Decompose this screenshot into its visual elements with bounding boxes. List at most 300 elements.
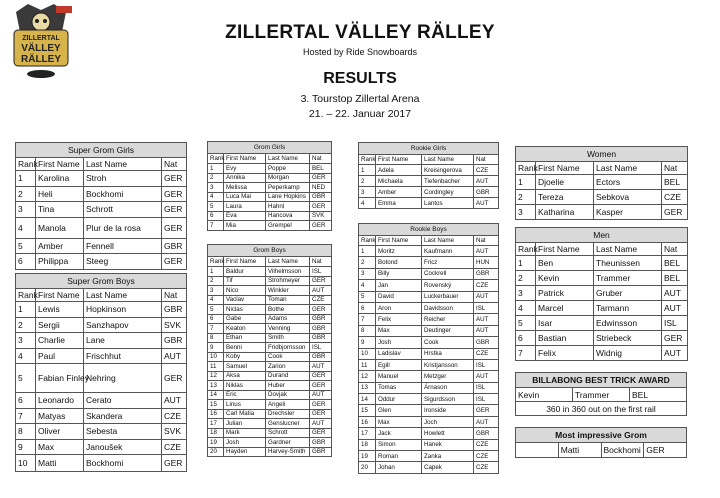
first-name-cell: Carl Matia: [224, 409, 266, 419]
rank-cell: 11: [208, 362, 224, 372]
results-heading: RESULTS: [323, 70, 397, 87]
nat-cell: CZE: [474, 348, 499, 359]
table-row: [208, 267, 332, 277]
last-name-cell: Cook: [266, 352, 310, 362]
table-row: [516, 301, 688, 316]
rank-cell: 15: [359, 405, 376, 416]
nat-cell: SVK: [162, 317, 187, 333]
first-name-cell: Egill: [376, 359, 422, 370]
last-name-cell: Morgan: [266, 173, 310, 183]
nat-cell: AUT: [474, 371, 499, 382]
table-row: [516, 331, 688, 346]
table-row: [359, 451, 499, 462]
first-name-cell: Gabe: [224, 314, 266, 324]
table-row: [208, 221, 332, 231]
last-name-cell: Joch: [422, 416, 474, 427]
rank-cell: 6: [359, 302, 376, 313]
nat-cell: GER: [662, 205, 688, 220]
first-name-cell: Oddur: [376, 394, 422, 405]
table-row: [16, 348, 187, 364]
rank-cell: 1: [16, 171, 36, 187]
grom-boys-table: [207, 244, 332, 457]
rank-cell: 8: [359, 325, 376, 336]
nat-cell: ISL: [310, 267, 332, 277]
column-header-nat: Nat: [662, 243, 688, 256]
table-row: [208, 276, 332, 286]
table-row: [208, 362, 332, 372]
first-name-cell: Isar: [536, 316, 594, 331]
table-row: [359, 428, 499, 439]
table-row: [359, 291, 499, 302]
first-name-cell: Leonardo: [36, 393, 84, 409]
nat-cell: GER: [162, 171, 187, 187]
nat-cell: BEL: [662, 256, 688, 271]
rank-cell: 14: [359, 394, 376, 405]
last-name-cell: Genslucner: [266, 419, 310, 429]
column-header-nat: Nat: [474, 236, 499, 246]
table-row: [208, 295, 332, 305]
rank-cell: 3: [516, 205, 536, 220]
nat-cell: GBR: [310, 447, 332, 457]
last-name-cell: Fridbjornsson: [266, 343, 310, 353]
last-name-cell: Huber: [266, 381, 310, 391]
table-row: [16, 408, 187, 424]
table-row: [208, 371, 332, 381]
nat-cell: GER: [310, 381, 332, 391]
rank-cell: 6: [208, 314, 224, 324]
last-name-cell: Cook: [422, 337, 474, 348]
table-row: [359, 462, 499, 473]
first-name-cell: Billy: [376, 268, 422, 279]
first-name-cell: Adela: [376, 165, 422, 176]
nat-cell: AUT: [474, 325, 499, 336]
nat-cell: GER: [162, 455, 187, 472]
column-header-rank: Rank: [16, 289, 36, 302]
column-header-rank: Rank: [208, 154, 224, 164]
impressive-nat: GER: [644, 443, 687, 458]
table-row: [359, 165, 499, 176]
best-trick-last: Trammer: [573, 388, 630, 402]
first-name-cell: Eva: [224, 211, 266, 221]
tourstop-line: 3. Tourstop Zillertal Arena: [300, 93, 420, 105]
nat-cell: CZE: [662, 190, 688, 205]
table-row: [208, 164, 332, 174]
first-name-cell: Josh: [376, 337, 422, 348]
last-name-cell: Hancova: [266, 211, 310, 221]
rookie-girls-table: [358, 142, 499, 209]
first-name-cell: Baldur: [224, 267, 266, 277]
table-title: Women: [516, 147, 688, 162]
table-row: [516, 346, 688, 361]
nat-cell: ISL: [474, 359, 499, 370]
last-name-cell: Hahnl: [266, 202, 310, 212]
table-title: Men: [516, 228, 688, 243]
first-name-cell: Luca Mai: [224, 192, 266, 202]
nat-cell: AUT: [162, 393, 187, 409]
first-name-cell: Katharina: [536, 205, 594, 220]
event-dates: 21. – 22. Januar 2017: [308, 108, 412, 120]
nat-cell: AUT: [662, 286, 688, 301]
last-name-cell: Frischhut: [84, 348, 162, 364]
column-header-first: First Name: [376, 236, 422, 246]
table-row: [516, 256, 688, 271]
column-header-rank: Rank: [16, 158, 36, 171]
nat-cell: CZE: [474, 439, 499, 450]
rank-cell: 14: [208, 390, 224, 400]
table-row: [516, 286, 688, 301]
last-name-cell: Tiefenbacher: [422, 176, 474, 187]
rank-cell: 15: [208, 400, 224, 410]
rank-cell: 12: [208, 371, 224, 381]
table-row: [359, 280, 499, 291]
first-name-cell: Felix: [536, 346, 594, 361]
table-row: [208, 286, 332, 296]
nat-cell: GBR: [474, 428, 499, 439]
first-name-cell: Fabian Finley: [36, 364, 84, 393]
last-name-cell: Steeg: [84, 254, 162, 270]
column-header-last: Last Name: [594, 162, 662, 175]
first-name-cell: Paul: [36, 348, 84, 364]
table-row: [16, 202, 187, 218]
last-name-cell: Schrott: [266, 428, 310, 438]
last-name-cell: Sebesta: [84, 424, 162, 440]
table-row: [16, 393, 187, 409]
rank-cell: 1: [516, 175, 536, 190]
column-header-nat: Nat: [162, 289, 187, 302]
table-row: [208, 428, 332, 438]
first-name-cell: Roman: [376, 451, 422, 462]
nat-cell: AUT: [310, 419, 332, 429]
rank-cell: 10: [359, 348, 376, 359]
rank-cell: 4: [359, 280, 376, 291]
table-row: [516, 316, 688, 331]
table-row: [16, 333, 187, 349]
best-trick-first: Kevin: [516, 388, 573, 402]
last-name-cell: Angeli: [266, 400, 310, 410]
nat-cell: GBR: [474, 187, 499, 198]
best-trick-nat: BEL: [630, 388, 687, 402]
nat-cell: CZE: [474, 165, 499, 176]
first-name-cell: Bastian: [536, 331, 594, 346]
first-name-cell: Michaela: [376, 176, 422, 187]
table-title: Rookie Boys: [359, 224, 499, 236]
first-name-cell: Jan: [376, 280, 422, 291]
first-name-cell: Linus: [224, 400, 266, 410]
nat-cell: GER: [310, 428, 332, 438]
first-name-cell: Hayden: [224, 447, 266, 457]
logo-line-3: RÄLLEY: [21, 54, 61, 65]
nat-cell: SVK: [162, 424, 187, 440]
nat-cell: AUT: [474, 246, 499, 257]
nat-cell: AUT: [162, 348, 187, 364]
last-name-cell: Skandera: [84, 408, 162, 424]
nat-cell: GER: [310, 173, 332, 183]
last-name-cell: Reicher: [422, 314, 474, 325]
rank-cell: 3: [208, 183, 224, 193]
first-name-cell: Koby: [224, 352, 266, 362]
rank-cell: 5: [516, 316, 536, 331]
last-name-cell: Stroh: [84, 171, 162, 187]
column-header-rank: Rank: [208, 257, 224, 267]
rank-cell: 16: [208, 409, 224, 419]
last-name-cell: Winkler: [266, 286, 310, 296]
first-name-cell: Amber: [36, 238, 84, 254]
first-name-cell: Tomas: [376, 382, 422, 393]
table-row: [208, 343, 332, 353]
column-header-last: Last Name: [422, 155, 474, 165]
first-name-cell: Felix: [376, 314, 422, 325]
rank-cell: 13: [208, 381, 224, 391]
rank-cell: 18: [208, 428, 224, 438]
nat-cell: SVK: [310, 211, 332, 221]
nat-cell: GER: [310, 221, 332, 231]
table-row: [208, 409, 332, 419]
last-name-cell: Adams: [266, 314, 310, 324]
last-name-cell: Gardner: [266, 438, 310, 448]
first-name-cell: Annika: [224, 173, 266, 183]
column-header-first: First Name: [376, 155, 422, 165]
last-name-cell: Janoušek: [84, 439, 162, 455]
last-name-cell: Rovenský: [422, 280, 474, 291]
table-row: [516, 271, 688, 286]
rank-cell: 1: [208, 267, 224, 277]
first-name-cell: Tif: [224, 276, 266, 286]
rank-cell: 18: [359, 439, 376, 450]
nat-cell: AUT: [474, 176, 499, 187]
table-row: [208, 419, 332, 429]
nat-cell: HUN: [474, 257, 499, 268]
first-name-cell: Benni: [224, 343, 266, 353]
rank-cell: 16: [359, 416, 376, 427]
first-name-cell: Max: [376, 416, 422, 427]
last-name-cell: Sigurdsson: [422, 394, 474, 405]
table-title: Grom Boys: [208, 245, 332, 257]
nat-cell: AUT: [662, 346, 688, 361]
nat-cell: AUT: [310, 286, 332, 296]
nat-cell: AUT: [310, 390, 332, 400]
nat-cell: GBR: [162, 302, 187, 318]
first-name-cell: Oliver: [36, 424, 84, 440]
last-name-cell: Deutinger: [422, 325, 474, 336]
rank-cell: 5: [359, 291, 376, 302]
table-row: [359, 359, 499, 370]
table-row: [359, 348, 499, 359]
first-name-cell: Ethan: [224, 333, 266, 343]
table-row: [359, 382, 499, 393]
first-name-cell: Samuel: [224, 362, 266, 372]
nat-cell: CZE: [474, 462, 499, 473]
table-row: [359, 337, 499, 348]
table-row: [16, 186, 187, 202]
nat-cell: CZE: [162, 408, 187, 424]
column-header-rank: Rank: [516, 243, 536, 256]
table-row: [359, 187, 499, 198]
last-name-cell: Durand: [266, 371, 310, 381]
column-header-last: Last Name: [266, 154, 310, 164]
rank-cell: 9: [16, 439, 36, 455]
last-name-cell: Cordingley: [422, 187, 474, 198]
column-header-last: Last Name: [84, 158, 162, 171]
first-name-cell: Tereza: [536, 190, 594, 205]
column-header-first: First Name: [536, 243, 594, 256]
nat-cell: BEL: [662, 175, 688, 190]
rank-cell: 10: [16, 455, 36, 472]
nat-cell: GER: [162, 254, 187, 270]
rank-cell: 12: [359, 371, 376, 382]
nat-cell: GBR: [310, 333, 332, 343]
last-name-cell: Lane: [84, 333, 162, 349]
table-row: [208, 438, 332, 448]
nat-cell: BEL: [310, 164, 332, 174]
nat-cell: AUT: [474, 416, 499, 427]
first-name-cell: Simon: [376, 439, 422, 450]
last-name-cell: Cockrell: [422, 268, 474, 279]
table-row: [359, 246, 499, 257]
rank-cell: 7: [208, 324, 224, 334]
nat-cell: GBR: [310, 438, 332, 448]
rookie-boys-table: [358, 223, 499, 474]
first-name-cell: Tina: [36, 202, 84, 218]
nat-cell: GBR: [474, 268, 499, 279]
last-name-cell: Hopkinson: [84, 302, 162, 318]
first-name-cell: Niklas: [224, 381, 266, 391]
last-name-cell: Zanka: [422, 451, 474, 462]
first-name-cell: Glen: [376, 405, 422, 416]
first-name-cell: Laura: [224, 202, 266, 212]
column-header-last: Last Name: [266, 257, 310, 267]
rank-cell: 3: [359, 187, 376, 198]
table-row: [359, 394, 499, 405]
rank-cell: 2: [359, 257, 376, 268]
last-name-cell: Sebkova: [594, 190, 662, 205]
nat-cell: ISL: [662, 316, 688, 331]
rank-cell: 5: [208, 202, 224, 212]
first-name-cell: Aron: [376, 302, 422, 313]
nat-cell: AUT: [474, 291, 499, 302]
rank-cell: 7: [359, 314, 376, 325]
column-header-first: First Name: [224, 154, 266, 164]
last-name-cell: Widnig: [594, 346, 662, 361]
last-name-cell: Howlett: [422, 428, 474, 439]
table-row: [16, 424, 187, 440]
nat-cell: GBR: [162, 333, 187, 349]
nat-cell: ISL: [474, 302, 499, 313]
first-name-cell: Manola: [36, 217, 84, 238]
rank-cell: 4: [16, 217, 36, 238]
last-name-cell: Fricz: [422, 257, 474, 268]
nat-cell: ISL: [474, 394, 499, 405]
nat-cell: GER: [162, 202, 187, 218]
table-row: [208, 447, 332, 457]
rank-cell: 17: [208, 419, 224, 429]
table-row: [516, 190, 688, 205]
impressive-last: Bockhomi: [601, 443, 644, 458]
best-trick-note: 360 in 360 out on the first rail: [516, 402, 687, 416]
rank-cell: 2: [359, 176, 376, 187]
first-name-cell: David: [376, 291, 422, 302]
last-name-cell: Smith: [266, 333, 310, 343]
rank-cell: 7: [16, 408, 36, 424]
rank-cell: 6: [516, 331, 536, 346]
nat-cell: BEL: [662, 271, 688, 286]
table-row: [16, 364, 187, 393]
table-row: [16, 317, 187, 333]
column-header-first: First Name: [36, 158, 84, 171]
rank-cell: 6: [16, 254, 36, 270]
nat-cell: GER: [162, 364, 187, 393]
rank-cell: 2: [208, 173, 224, 183]
last-name-cell: Zarion: [266, 362, 310, 372]
rank-cell: 2: [516, 190, 536, 205]
rank-cell: 9: [359, 337, 376, 348]
column-header-nat: Nat: [662, 162, 688, 175]
rank-cell: 5: [208, 305, 224, 315]
table-title: Rookie Girls: [359, 143, 499, 155]
rank-cell: 8: [16, 424, 36, 440]
last-name-cell: Schrott: [84, 202, 162, 218]
table-row: [359, 257, 499, 268]
column-header-nat: Nat: [474, 155, 499, 165]
first-name-cell: Lewis: [36, 302, 84, 318]
rank-cell: 4: [208, 295, 224, 305]
grom-girls-table: [207, 141, 332, 231]
first-name-cell: Moritz: [376, 246, 422, 257]
table-row: [359, 325, 499, 336]
table-row: [359, 371, 499, 382]
last-name-cell: Striebeck: [594, 331, 662, 346]
nat-cell: CZE: [162, 439, 187, 455]
last-name-cell: Ironside: [422, 405, 474, 416]
rank-cell: 3: [16, 202, 36, 218]
last-name-cell: Kasper: [594, 205, 662, 220]
last-name-cell: Gruber: [594, 286, 662, 301]
last-name-cell: Hanek: [422, 439, 474, 450]
table-row: [208, 305, 332, 315]
nat-cell: NED: [310, 183, 332, 193]
table-row: [208, 202, 332, 212]
nat-cell: ISL: [310, 343, 332, 353]
table-row: [359, 268, 499, 279]
column-header-rank: Rank: [516, 162, 536, 175]
last-name-cell: Bothe: [266, 305, 310, 315]
table-row: [208, 183, 332, 193]
nat-cell: GER: [310, 400, 332, 410]
table-row: [16, 171, 187, 187]
last-name-cell: Nehring: [84, 364, 162, 393]
first-name-cell: Matyas: [36, 408, 84, 424]
best-trick-title: BILLABONG BEST TRICK AWARD: [516, 373, 687, 388]
table-row: [359, 439, 499, 450]
last-name-cell: Poppe: [266, 164, 310, 174]
rank-cell: 1: [359, 246, 376, 257]
first-name-cell: Jack: [376, 428, 422, 439]
last-name-cell: Edwinsson: [594, 316, 662, 331]
last-name-cell: Trammer: [594, 271, 662, 286]
table-row: [208, 352, 332, 362]
nat-cell: AUT: [474, 314, 499, 325]
nat-cell: GER: [474, 405, 499, 416]
last-name-cell: Tarmann: [594, 301, 662, 316]
nat-cell: GBR: [310, 352, 332, 362]
rank-cell: 8: [208, 333, 224, 343]
nat-cell: GBR: [310, 314, 332, 324]
table-row: [359, 198, 499, 209]
nat-cell: GBR: [310, 324, 332, 334]
first-name-cell: Karolina: [36, 171, 84, 187]
last-name-cell: Cerato: [84, 393, 162, 409]
first-name-cell: Kevin: [536, 271, 594, 286]
nat-cell: GER: [310, 276, 332, 286]
